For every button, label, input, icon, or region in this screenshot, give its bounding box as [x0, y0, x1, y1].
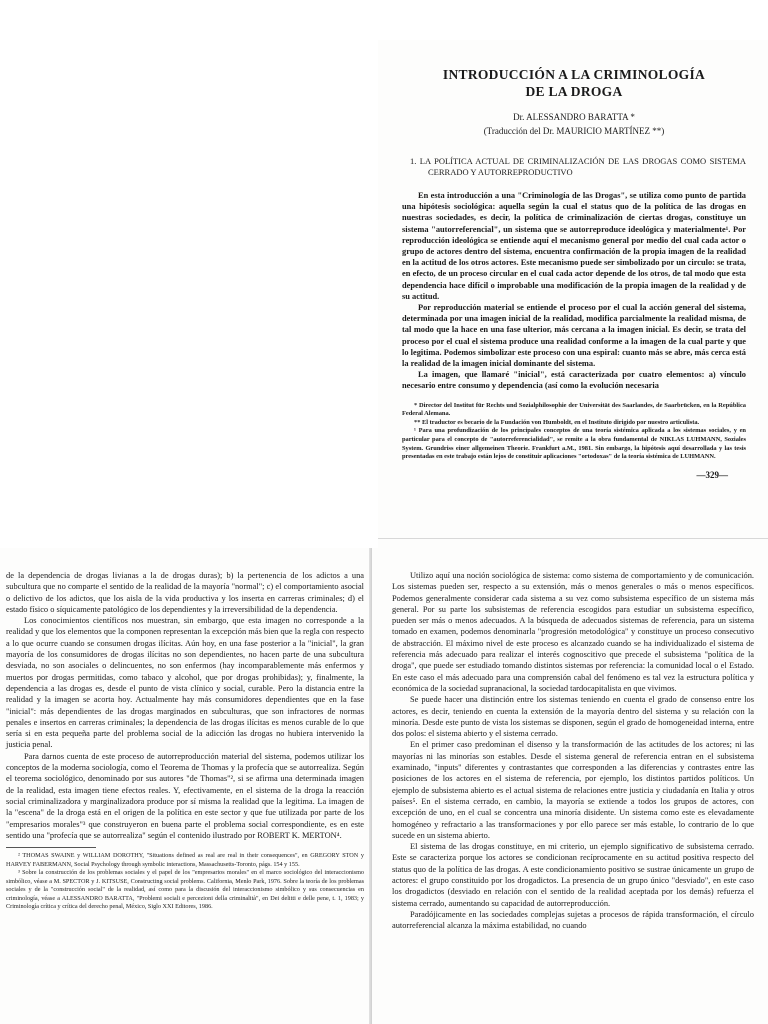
page-divider — [378, 538, 768, 539]
left-footnotes — [6, 852, 364, 912]
right-paragraph: Se puede hacer una distinción entre los sistemas teniendo en cuenta el grado de consenso entre los actores, es decir, teniendo en cuenta la extensión de la mayoría dentro del sistema y su relación con la minoría. Desde este punto de vista los sistemas se disponen, según el grado de homogeneidad interna, entre dos polos: el sistema abierto y el sistema cerrado. — [392, 695, 754, 739]
article-body — [402, 190, 746, 392]
left-paragraph: de la dependencia de drogas livianas a la de drogas duras); b) la pertenencia de los adictos a una subcultura que no comparte el sentido de la realidad de la mayoría "normal"; c) el comportamiento asocial o delictivo de los adictos, que los aisla de la vida productiva y los inserta en carreras criminales; d) el estado físico o síquicamente patológico de los dependientes y la irreversibilidad de la dependencia. — [6, 571, 364, 614]
article-title-line2: DE LA DROGA — [525, 84, 623, 99]
right-paragraph: Paradójicamente en las sociedades complejas sujetas a procesos de rápida transformación, el círculo autorreferencial alcanza la máxima estabilidad, no cuando — [392, 909, 754, 931]
left-body — [6, 570, 364, 841]
article-paragraph: Por reproducción material se entiende el proceso por el cual la acción general del sistema, determinada por una imagen inicial de la realidad, modifica parcialmente la realidad misma, de tal modo que la hace en una fase ulterior, más cercana a la imagen inicial. Es decir, se trata del proceso por el cual el sistema produce una realidad conforme a la imagen de la cual parte y que lo legitima. Podemos simbolizar este proceso con una espiral: cuanto más se abre, más cerca está la realidad de la imagen inicial dominante del sistema. — [402, 303, 746, 369]
section-heading: 1. LA POLÍTICA ACTUAL DE CRIMINALIZACIÓN DE LAS DROGAS COMO SISTEMA CERRADO Y AUTORREPRODUCTIVO — [410, 156, 746, 177]
footnote: ¹ Para una profundización de los principales conceptos de una teoría sistémica aplicada a los sistemas sociales, y en particular para el concepto de "autorreferencialidad", se remite a la obra fundamental de NIKLAS LUHMANN, Soziales System. Grundriss einer allgemeinen Theorie. Frankfurt a.M., 1981. Sin embargo, la hipótesis aquí desarrollada y las tesis presentadas en este trabajo están lejos de constituir aplicaciones "ortodoxas" de la teoría sistémica de LUHMANN. — [402, 427, 746, 461]
left-page-content — [0, 548, 372, 912]
right-paragraph: Utilizo aquí una noción sociológica de sistema: como sistema de comportamiento y de comunicación. Los sistemas pueden ser, respecto a su extensión, más o menos generales o más o menos específicos. Podemos generalmente considerar cada sistema a su vez como subsistema específico de un sistema más general. Por su parte los subsistemas de referencia escogidos para estudiar un subsistema específico, pueden ser más o menos adecuados. A la búsqueda de adecuados sistemas de referencia, para un sistema tomado en examen, podemos denominarla "progresión metodológica" y constituye un proceso consecutivo de abstracción. El máximo nivel de este proceso es alcanzado cuando se ha individualizado el sistema de referencia más adecuado para realizar el interés cognoscitivo que precede el subsistema "política de la droga", que puede ser estudiado tomando distintos sistemas por referencia: la comunidad local o el Estado. En este caso el más adecuado para una comprensión cabal del fenómeno es tal vez la estructura política y económica de la sociedad supranacional, la sociedad tardocapitalista en que vivimos. — [392, 571, 754, 693]
right-body — [392, 570, 754, 932]
left-page — [0, 548, 372, 1024]
footnote: * Director del Institut für Rechts und Sozialphilosophie der Universität des Saarlandes, de Saarbrücken, en la República Federal Alemana. — [402, 401, 746, 418]
footnote: ** El traductor es becario de la Fundación von Humboldt, en el Instituto dirigido por nuestro articulista. — [414, 418, 700, 426]
right-page-content — [372, 548, 768, 932]
footnote: ³ Sobre la construcción de los problemas sociales y el papel de los "empresarios morales" en el marco sociológico del interaccionismo simbólico, véase a M. SPECTOR y J. KITSUSE, Constructing social problems. California, Menlo Park, 1976. Sobre la teoría de los problemas sociales y de la "construcción social" de la realidad, así como para la discusión del interaccionismo simbólico y sus consecuencias en criminología, véase a ALESSANDRO BARATTA, "Problemi sociali e percezioni della criminalità", en Dei delitti e delle pene, t. 1, 1983; y Criminología crítica y crítica del derecho penal, México, Siglo XXI Editores, 1986. — [6, 869, 364, 911]
right-page — [372, 548, 768, 1024]
page-number: —329— — [696, 469, 728, 480]
article-footnotes — [402, 402, 746, 462]
footnote: ² THOMAS SWAINE y WILLIAM DOROTHY, "Situations defined as real are real in their consequences", en GREGORY STON y HARVEY FABERMANN, Social Psychology through symbolic interactions, Massachusetts-Toronto, págs. 154 y 155. — [6, 852, 364, 868]
article-paragraph: En esta introducción a una "Criminología de las Drogas", se utiliza como punto de partida una hipótesis sociológica: aquella según la cual el status quo de la política de las drogas en nuestras sociedades, es decir, la política de criminalización de ciertas drogas, constituye un sistema "autorreferencial", un sistema que se autorreproduce ideológica y materialmente¹. Por reproducción ideológica se entiende aquí el mecanismo general por medio del cual cada actor o grupo de actores dentro del sistema, encuentra confirmación de la propia imagen de la realidad en la actitud de los otros actores. Este mecanismo puede ser simbolizado por un circulo: se trata, en efecto, de un proceso circular en el cual cada actor depende de los otros, de tal modo que esta dependencia hace difícil o improbable una modificación de la propia imagen de la realidad y de su actitud. — [402, 191, 746, 301]
translation-line: (Traducción del Dr. MAURICIO MARTÍNEZ **) — [483, 126, 665, 136]
right-paragraph: El sistema de las drogas constituye, en mi criterio, un ejemplo significativo de subsistema cerrado. Este se caracteriza porque los actores se condicionan recíprocamente en su actitud positiva respecto del status quo de la política de las drogas. A este condicionamiento positivo se sustrae únicamente un grupo de actores: el grupo constituido por los drogadictos. La presencia de un grupo único "desviado", en este caso los drogadictos (desviado en relación con el sentido de la realidad aceptada por los demás) refuerza el sistema cerrado, aumentando su capacidad de autorreproducción. — [392, 842, 754, 908]
left-paragraph: Los conocimientos científicos nos muestran, sin embargo, que esta imagen no corresponde a la realidad y que los elementos que la componen representan la excepción más bien que la regla con respecto a lo que ocurre cuando se consumen drogas ilícitas. Aún hoy, en una fase posterior a la "inicial", la gran mayoría de los consumidores de drogas ilícitas no son dependientes, no hacen parte de una subcultura desviada, no son asociales o delincuentes, no son enfermos (hay incomparablemente más enfermos y muertos por drogas permitidas, como tabaco y alcohol, que por drogas prohibidas); y, finalmente, la dependencia a las drogas es, desde el punto de vista clínico y social, curable. Pero la distancia entre la realidad y la imagen se acorta hoy. Actualmente hay más consumidores dependientes que en la fase "inicial": más dependientes de las drogas marginados en subculturas, que son infractores de normas penales e insertos en carreras criminales; la dependencia de las drogas ilícitas es menos curable de lo que sería si en esta pequeña parte del problema social de la adicción las drogas no hubiera intervenido la justicia penal. — [6, 616, 364, 750]
article-paragraph: La imagen, que llamaré "inicial", está caracterizada por cuatro elementos: a) vínculo necesario entre consumo y dependencia (así como la evolución necesaria — [402, 370, 746, 391]
left-paragraph: Para darnos cuenta de este proceso de autorreproducción material del sistema, podemos utilizar los conceptos de la moderna sociología, como el Teorema de Thomas y la profecía que se autorrealiza. Según el teorema sociológico, denominado por sus autores "de Thomas"², si se afirma una determinada imagen de la realidad, esta imagen tiene efectos reales. Y, efectivamente, en el sistema de la droga la reacción social criminalizadora y marginalizadora produce por sí misma la realidad que la legitima. La imagen de la "escena" de la droga está en el origen de la política en este sector y que fue utilizada por parte de los "empresarios morales"³ que construyeron en buena parte el problema social correspondiente, es en este sentido una "profecía que se autorrealiza" según el contenido ilustrado por ROBERT K. MERTON⁴. — [6, 751, 364, 840]
right-paragraph: En el primer caso predominan el disenso y la transformación de las actitudes de los actores; ni las mayorías ni las minorías son estables. Desde el sistema general de referencia entran en el subsistema examinado, "inputs" diferentes y contrastantes que corresponden a las diferencias y contrastes entre las posiciones de los actores en el sistema de referencia, por ejemplo, los distintos partidos políticos. Un ejemplo de subsistema abierto es el actual sistema de relaciones entre justicia y ciudadanía en Italia y otros países⁵. En el sistema cerrado, en cambio, la mayoría se extiende a todos los grupos de actores, con excepción de uno, en el cual se concentra una minoría disidente. Un sistema como este es elevadamente homogéneo y refractario a las transformaciones y por ello parece ser más estable, lo contrario de lo que sucede en un sistema abierto. — [392, 740, 754, 840]
footnote-rule — [6, 847, 96, 848]
top-page — [378, 40, 768, 560]
author-line: Dr. ALESSANDRO BARATTA * — [513, 112, 635, 122]
top-page-content — [378, 40, 768, 480]
article-title-line1: INTRODUCCIÓN A LA CRIMINOLOGÍA — [442, 67, 706, 82]
